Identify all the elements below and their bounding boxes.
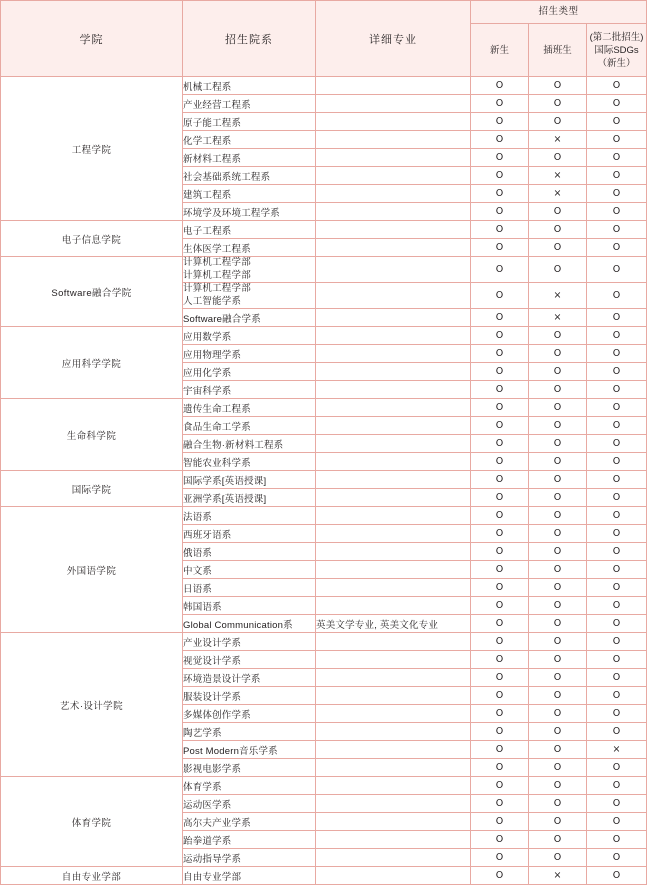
major-detail bbox=[316, 741, 471, 759]
table-row bbox=[1, 471, 647, 489]
major-detail bbox=[316, 777, 471, 795]
major-detail bbox=[316, 867, 471, 885]
mark-sdg-student: O bbox=[587, 257, 647, 283]
mark-new-student: O bbox=[471, 759, 529, 777]
mark-transfer-student: O bbox=[529, 543, 587, 561]
mark-sdg-student: O bbox=[587, 471, 647, 489]
mark-new-student: O bbox=[471, 705, 529, 723]
major-detail bbox=[316, 579, 471, 597]
major-detail bbox=[316, 283, 471, 309]
major-detail bbox=[316, 705, 471, 723]
mark-new-student: O bbox=[471, 221, 529, 239]
mark-sdg-student: O bbox=[587, 723, 647, 741]
major-detail bbox=[316, 669, 471, 687]
mark-sdg-student: O bbox=[587, 167, 647, 185]
mark-sdg-student: O bbox=[587, 687, 647, 705]
table-header bbox=[1, 1, 647, 77]
department-name: Post Modern音乐学系 bbox=[183, 741, 316, 759]
department-name bbox=[183, 257, 316, 283]
department-name: 视觉设计学系 bbox=[183, 651, 316, 669]
mark-sdg-student: O bbox=[587, 777, 647, 795]
department-name: 高尔夫产业学系 bbox=[183, 813, 316, 831]
mark-sdg-student: O bbox=[587, 615, 647, 633]
mark-new-student: O bbox=[471, 471, 529, 489]
table-row bbox=[1, 257, 647, 283]
mark-new-student: O bbox=[471, 113, 529, 131]
mark-new-student: O bbox=[471, 615, 529, 633]
mark-new-student: O bbox=[471, 597, 529, 615]
department-name: Global Communication系 bbox=[183, 615, 316, 633]
department-name: 多媒体创作学系 bbox=[183, 705, 316, 723]
major-detail bbox=[316, 507, 471, 525]
major-detail bbox=[316, 543, 471, 561]
major-detail bbox=[316, 309, 471, 327]
department-name: 中文系 bbox=[183, 561, 316, 579]
mark-new-student: O bbox=[471, 435, 529, 453]
mark-new-student: O bbox=[471, 543, 529, 561]
mark-new-student: O bbox=[471, 741, 529, 759]
mark-new-student: O bbox=[471, 399, 529, 417]
mark-transfer-student: O bbox=[529, 651, 587, 669]
mark-transfer-student: O bbox=[529, 723, 587, 741]
major-detail bbox=[316, 149, 471, 167]
mark-transfer-student: O bbox=[529, 327, 587, 345]
mark-sdg-student: O bbox=[587, 669, 647, 687]
mark-new-student: O bbox=[471, 283, 529, 309]
department-name: 陶艺学系 bbox=[183, 723, 316, 741]
department-name: 电子工程系 bbox=[183, 221, 316, 239]
department-name: 国际学系[英语授课] bbox=[183, 471, 316, 489]
major-detail bbox=[316, 489, 471, 507]
mark-transfer-student: × bbox=[529, 867, 587, 885]
mark-sdg-student: O bbox=[587, 239, 647, 257]
mark-transfer-student: O bbox=[529, 399, 587, 417]
department-name: 社会基础系统工程系 bbox=[183, 167, 316, 185]
mark-sdg-student: O bbox=[587, 309, 647, 327]
department-name: 产业设计学系 bbox=[183, 633, 316, 651]
department-name: 运动指导学系 bbox=[183, 849, 316, 867]
major-detail bbox=[316, 813, 471, 831]
mark-new-student: O bbox=[471, 489, 529, 507]
mark-new-student: O bbox=[471, 417, 529, 435]
major-detail bbox=[316, 363, 471, 381]
major-detail bbox=[316, 453, 471, 471]
table-row bbox=[1, 777, 647, 795]
mark-sdg-student: O bbox=[587, 221, 647, 239]
mark-transfer-student: O bbox=[529, 759, 587, 777]
department-name: 化学工程系 bbox=[183, 131, 316, 149]
mark-transfer-student: O bbox=[529, 363, 587, 381]
department-name: 跆拳道学系 bbox=[183, 831, 316, 849]
department-name: 应用化学系 bbox=[183, 363, 316, 381]
major-detail bbox=[316, 471, 471, 489]
table-body bbox=[1, 77, 647, 885]
major-detail bbox=[316, 113, 471, 131]
major-detail bbox=[316, 239, 471, 257]
college-name: 应用科学学院 bbox=[1, 327, 183, 399]
mark-transfer-student: O bbox=[529, 381, 587, 399]
mark-new-student: O bbox=[471, 579, 529, 597]
mark-transfer-student: O bbox=[529, 615, 587, 633]
department-name: 西班牙语系 bbox=[183, 525, 316, 543]
department-name: 生体医学工程系 bbox=[183, 239, 316, 257]
department-name: 食品生命工学系 bbox=[183, 417, 316, 435]
major-detail bbox=[316, 327, 471, 345]
mark-transfer-student: × bbox=[529, 309, 587, 327]
mark-new-student: O bbox=[471, 561, 529, 579]
college-name: 外国语学院 bbox=[1, 507, 183, 633]
mark-new-student: O bbox=[471, 651, 529, 669]
mark-sdg-student: O bbox=[587, 849, 647, 867]
department-name: 原子能工程系 bbox=[183, 113, 316, 131]
header-sdg-line3: （新生） bbox=[597, 57, 636, 69]
mark-transfer-student: O bbox=[529, 77, 587, 95]
major-detail bbox=[316, 131, 471, 149]
department-name: 机械工程系 bbox=[183, 77, 316, 95]
mark-sdg-student: O bbox=[587, 185, 647, 203]
mark-sdg-student: O bbox=[587, 759, 647, 777]
table-row bbox=[1, 399, 647, 417]
department-name-line2: 计算机工程学部 bbox=[183, 269, 251, 281]
mark-transfer-student: × bbox=[529, 185, 587, 203]
table-row bbox=[1, 221, 647, 239]
department-name: 俄语系 bbox=[183, 543, 316, 561]
department-name: 韩国语系 bbox=[183, 597, 316, 615]
major-detail bbox=[316, 795, 471, 813]
mark-sdg-student: O bbox=[587, 95, 647, 113]
department-name-line1: 计算机工程学部 bbox=[183, 283, 251, 294]
table-row bbox=[1, 633, 647, 651]
mark-new-student: O bbox=[471, 633, 529, 651]
mark-sdg-student: O bbox=[587, 561, 647, 579]
mark-new-student: O bbox=[471, 327, 529, 345]
college-name: 艺术·设计学院 bbox=[1, 633, 183, 777]
mark-transfer-student: O bbox=[529, 669, 587, 687]
mark-new-student: O bbox=[471, 453, 529, 471]
mark-sdg-student: O bbox=[587, 345, 647, 363]
mark-sdg-student: O bbox=[587, 131, 647, 149]
mark-new-student: O bbox=[471, 185, 529, 203]
mark-new-student: O bbox=[471, 239, 529, 257]
department-name: 日语系 bbox=[183, 579, 316, 597]
major-detail bbox=[316, 435, 471, 453]
mark-new-student: O bbox=[471, 795, 529, 813]
mark-transfer-student: O bbox=[529, 795, 587, 813]
mark-new-student: O bbox=[471, 723, 529, 741]
college-name: 自由专业学部 bbox=[1, 867, 183, 885]
mark-transfer-student: O bbox=[529, 777, 587, 795]
major-detail bbox=[316, 77, 471, 95]
mark-sdg-student: O bbox=[587, 507, 647, 525]
mark-sdg-student: O bbox=[587, 579, 647, 597]
mark-new-student: O bbox=[471, 149, 529, 167]
major-detail bbox=[316, 651, 471, 669]
major-detail bbox=[316, 723, 471, 741]
header-department: 招生院系 bbox=[183, 1, 316, 77]
college-name: 生命科学院 bbox=[1, 399, 183, 471]
major-detail bbox=[316, 345, 471, 363]
header-row-top bbox=[1, 1, 647, 24]
mark-new-student: O bbox=[471, 203, 529, 221]
college-name: Software融合学院 bbox=[1, 257, 183, 327]
mark-new-student: O bbox=[471, 669, 529, 687]
mark-new-student: O bbox=[471, 95, 529, 113]
major-detail bbox=[316, 381, 471, 399]
table-row bbox=[1, 867, 647, 885]
mark-sdg-student: O bbox=[587, 381, 647, 399]
mark-sdg-student: O bbox=[587, 867, 647, 885]
mark-sdg-student: O bbox=[587, 435, 647, 453]
mark-new-student: O bbox=[471, 131, 529, 149]
college-name: 电子信息学院 bbox=[1, 221, 183, 257]
mark-transfer-student: O bbox=[529, 561, 587, 579]
major-detail bbox=[316, 257, 471, 283]
header-major: 详细专业 bbox=[316, 1, 471, 77]
mark-sdg-student: O bbox=[587, 327, 647, 345]
department-name: 法语系 bbox=[183, 507, 316, 525]
mark-transfer-student: O bbox=[529, 831, 587, 849]
mark-new-student: O bbox=[471, 813, 529, 831]
mark-new-student: O bbox=[471, 257, 529, 283]
department-name: 应用数学系 bbox=[183, 327, 316, 345]
department-name: 亚洲学系[英语授课] bbox=[183, 489, 316, 507]
department-name: 服装设计学系 bbox=[183, 687, 316, 705]
header-sdg-student bbox=[587, 24, 647, 77]
department-name: 智能农业科学系 bbox=[183, 453, 316, 471]
mark-transfer-student: O bbox=[529, 705, 587, 723]
mark-transfer-student: O bbox=[529, 813, 587, 831]
mark-transfer-student: O bbox=[529, 113, 587, 131]
mark-transfer-student: O bbox=[529, 257, 587, 283]
mark-transfer-student: O bbox=[529, 579, 587, 597]
mark-sdg-student: O bbox=[587, 399, 647, 417]
major-detail bbox=[316, 399, 471, 417]
department-name: 环境造景设计学系 bbox=[183, 669, 316, 687]
major-detail bbox=[316, 417, 471, 435]
major-detail bbox=[316, 687, 471, 705]
header-sdg-line1: (第二批招生) bbox=[589, 31, 644, 43]
department-name: 遗传生命工程系 bbox=[183, 399, 316, 417]
major-detail bbox=[316, 203, 471, 221]
mark-transfer-student: O bbox=[529, 597, 587, 615]
mark-transfer-student: O bbox=[529, 525, 587, 543]
college-name: 国际学院 bbox=[1, 471, 183, 507]
mark-sdg-student: O bbox=[587, 283, 647, 309]
mark-new-student: O bbox=[471, 687, 529, 705]
mark-new-student: O bbox=[471, 381, 529, 399]
mark-transfer-student: O bbox=[529, 453, 587, 471]
major-detail bbox=[316, 167, 471, 185]
header-new-student: 新生 bbox=[471, 24, 529, 77]
department-name: 应用物理学系 bbox=[183, 345, 316, 363]
mark-transfer-student: O bbox=[529, 849, 587, 867]
major-detail bbox=[316, 633, 471, 651]
major-detail bbox=[316, 849, 471, 867]
mark-sdg-student: × bbox=[587, 741, 647, 759]
mark-sdg-student: O bbox=[587, 651, 647, 669]
mark-new-student: O bbox=[471, 309, 529, 327]
mark-transfer-student: O bbox=[529, 435, 587, 453]
major-detail: 英美文学专业, 英美文化专业 bbox=[316, 615, 471, 633]
mark-transfer-student: O bbox=[529, 221, 587, 239]
department-name: 建筑工程系 bbox=[183, 185, 316, 203]
mark-sdg-student: O bbox=[587, 417, 647, 435]
mark-new-student: O bbox=[471, 363, 529, 381]
mark-sdg-student: O bbox=[587, 453, 647, 471]
mark-transfer-student: O bbox=[529, 417, 587, 435]
mark-transfer-student: O bbox=[529, 345, 587, 363]
mark-transfer-student: O bbox=[529, 203, 587, 221]
mark-new-student: O bbox=[471, 849, 529, 867]
department-name: 宇宙科学系 bbox=[183, 381, 316, 399]
mark-sdg-student: O bbox=[587, 203, 647, 221]
mark-sdg-student: O bbox=[587, 597, 647, 615]
major-detail bbox=[316, 525, 471, 543]
department-name: 环境学及环境工程学系 bbox=[183, 203, 316, 221]
mark-transfer-student: × bbox=[529, 167, 587, 185]
department-name: 融合生物·新材料工程系 bbox=[183, 435, 316, 453]
mark-sdg-student: O bbox=[587, 633, 647, 651]
mark-sdg-student: O bbox=[587, 149, 647, 167]
mark-transfer-student: O bbox=[529, 239, 587, 257]
department-name-line2: 人工智能学系 bbox=[183, 295, 242, 307]
major-detail bbox=[316, 185, 471, 203]
department-name: 产业经营工程系 bbox=[183, 95, 316, 113]
mark-new-student: O bbox=[471, 831, 529, 849]
mark-sdg-student: O bbox=[587, 525, 647, 543]
table-row bbox=[1, 507, 647, 525]
mark-transfer-student: O bbox=[529, 633, 587, 651]
department-name: 自由专业学部 bbox=[183, 867, 316, 885]
major-detail bbox=[316, 561, 471, 579]
mark-transfer-student: O bbox=[529, 95, 587, 113]
header-sdg-line2: 国际SDGs bbox=[594, 44, 639, 56]
mark-sdg-student: O bbox=[587, 705, 647, 723]
mark-new-student: O bbox=[471, 777, 529, 795]
major-detail bbox=[316, 221, 471, 239]
department-name bbox=[183, 283, 316, 309]
department-name: 运动医学系 bbox=[183, 795, 316, 813]
mark-new-student: O bbox=[471, 167, 529, 185]
mark-sdg-student: O bbox=[587, 795, 647, 813]
mark-new-student: O bbox=[471, 867, 529, 885]
header-transfer-student: 插班生 bbox=[529, 24, 587, 77]
mark-sdg-student: O bbox=[587, 77, 647, 95]
mark-transfer-student: O bbox=[529, 687, 587, 705]
mark-transfer-student: × bbox=[529, 131, 587, 149]
college-name: 工程学院 bbox=[1, 77, 183, 221]
major-detail bbox=[316, 95, 471, 113]
mark-transfer-student: O bbox=[529, 471, 587, 489]
mark-new-student: O bbox=[471, 77, 529, 95]
mark-sdg-student: O bbox=[587, 831, 647, 849]
mark-transfer-student: × bbox=[529, 283, 587, 309]
mark-sdg-student: O bbox=[587, 113, 647, 131]
header-college: 学院 bbox=[1, 1, 183, 77]
department-name-line1: 计算机工程学部 bbox=[183, 257, 251, 268]
department-name: 新材料工程系 bbox=[183, 149, 316, 167]
department-name: Software融合学系 bbox=[183, 309, 316, 327]
mark-new-student: O bbox=[471, 507, 529, 525]
mark-sdg-student: O bbox=[587, 813, 647, 831]
mark-new-student: O bbox=[471, 345, 529, 363]
major-detail bbox=[316, 759, 471, 777]
major-detail bbox=[316, 831, 471, 849]
mark-sdg-student: O bbox=[587, 543, 647, 561]
major-detail bbox=[316, 597, 471, 615]
mark-transfer-student: O bbox=[529, 149, 587, 167]
mark-transfer-student: O bbox=[529, 507, 587, 525]
department-name: 体育学系 bbox=[183, 777, 316, 795]
header-admission-type: 招生类型 bbox=[471, 1, 647, 24]
college-name: 体育学院 bbox=[1, 777, 183, 867]
mark-sdg-student: O bbox=[587, 489, 647, 507]
department-name: 影视电影学系 bbox=[183, 759, 316, 777]
mark-transfer-student: O bbox=[529, 489, 587, 507]
mark-sdg-student: O bbox=[587, 363, 647, 381]
table-row bbox=[1, 327, 647, 345]
mark-transfer-student: O bbox=[529, 741, 587, 759]
table-row bbox=[1, 77, 647, 95]
mark-new-student: O bbox=[471, 525, 529, 543]
